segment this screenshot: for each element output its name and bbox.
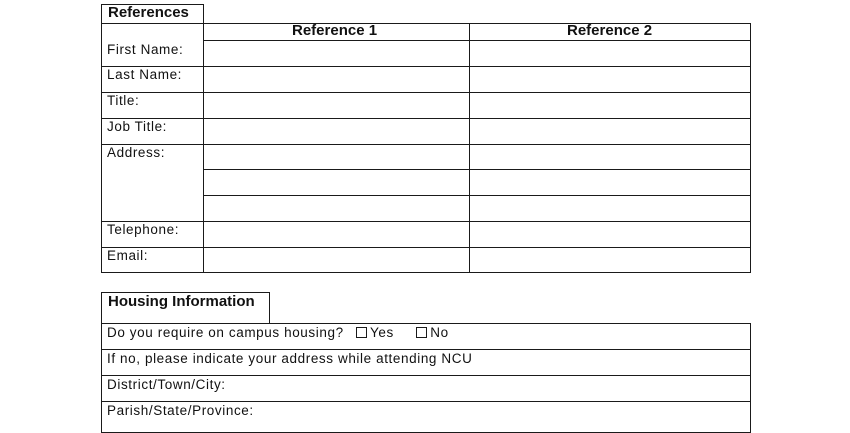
ref1-title-field[interactable] [204,93,469,118]
ref1-address-line-1-field[interactable] [204,145,469,169]
email-label: Email: [107,248,149,263]
ref2-email-field[interactable] [470,248,751,273]
yes-checkbox[interactable] [356,327,367,338]
last-name-label: Last Name: [107,67,183,82]
ref2-first-name-field[interactable] [470,41,751,66]
job-title-label: Job Title: [107,119,168,134]
housing-question: Do you require on campus housing? [107,325,344,340]
reference-1-header: Reference 1 [292,22,378,39]
ref1-telephone-field[interactable] [204,222,469,247]
yes-option-label: Yes [370,325,394,340]
ref1-address-line-2-field[interactable] [204,170,469,195]
housing-question-row [107,325,449,341]
title-label: Title: [107,93,140,108]
ref2-title-field[interactable] [470,93,751,118]
ref1-address-line-3-field[interactable] [204,196,469,221]
ref2-address-line-1-field[interactable] [470,145,751,169]
housing-section-title: Housing Information [108,293,255,310]
telephone-label: Telephone: [107,222,180,237]
district-town-city-field[interactable] [250,376,750,401]
alternate-address-label: If no, please indicate your address while attending NCU [107,351,473,366]
ref2-job-title-field[interactable] [470,119,751,144]
ref2-last-name-field[interactable] [470,67,751,92]
address-label: Address: [107,145,166,160]
references-section-title: References [108,4,189,21]
ref1-last-name-field[interactable] [204,67,469,92]
no-checkbox[interactable] [416,327,427,338]
ref2-address-line-3-field[interactable] [470,196,751,221]
ref2-telephone-field[interactable] [470,222,751,247]
alternate-address-field[interactable] [102,350,750,375]
parish-state-province-label: Parish/State/Province: [107,403,254,418]
ref1-first-name-field[interactable] [204,41,469,66]
ref1-job-title-field[interactable] [204,119,469,144]
district-town-city-label: District/Town/City: [107,377,226,392]
first-name-label: First Name: [107,42,184,57]
reference-2-header: Reference 2 [567,22,653,39]
no-option-label: No [430,325,449,340]
ref1-email-field[interactable] [204,248,469,273]
ref2-address-line-2-field[interactable] [470,170,751,195]
parish-state-province-field[interactable] [280,402,750,425]
